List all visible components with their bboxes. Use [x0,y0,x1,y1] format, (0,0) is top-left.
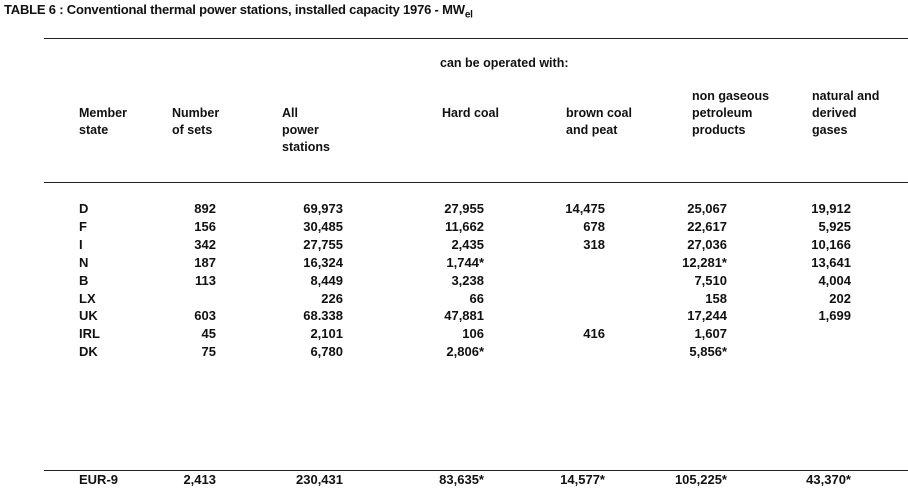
cell-all-power-stations: 8,449 [310,273,343,288]
cell-all-power-stations: 226 [321,291,343,306]
cell-brown-coal: 416 [583,326,605,341]
cell-all-power-stations: 16,324 [303,255,343,270]
header-member-state: Member state [79,106,127,137]
cell-hard-coal: 2,435 [451,237,484,252]
cell-member-state: F [79,219,87,234]
cell-petroleum: 12,281* [682,255,727,270]
cell-hard-coal: 83,635* [439,472,484,487]
cell-number-of-sets: 603 [194,308,216,323]
cell-hard-coal: 27,955 [444,201,484,216]
cell-natural-gases: 43,370* [806,472,851,487]
header-brown-coal: brown coal and peat [566,106,632,137]
cell-petroleum: 5,856* [689,344,727,359]
cell-hard-coal: 11,662 [444,219,484,234]
cell-member-state: LX [79,291,96,306]
table-title [4,2,473,21]
cell-brown-coal: 678 [583,219,605,234]
group-header: can be operated with: [440,56,569,70]
cell-natural-gases: 13,641 [811,255,851,270]
cell-petroleum: 22,617 [687,219,727,234]
cell-natural-gases: 4,004 [818,273,851,288]
cell-natural-gases: 19,912 [811,201,851,216]
cell-petroleum: 27,036 [687,237,727,252]
cell-number-of-sets: 2,413 [183,472,216,487]
cell-petroleum: 17,244 [687,308,727,323]
cell-hard-coal: 1,744* [446,255,484,270]
cell-all-power-stations: 30,485 [303,219,343,234]
cell-number-of-sets: 45 [201,326,216,341]
cell-number-of-sets: 342 [194,237,216,252]
cell-natural-gases: 10,166 [811,237,851,252]
cell-number-of-sets: 113 [195,273,216,288]
header-hard-coal: Hard coal [442,106,499,120]
header-all-power-stations: All power stations [282,106,330,154]
table-title-subscript: el [464,9,473,21]
cell-member-state: DK [79,344,98,359]
cell-brown-coal: 14,577* [560,472,605,487]
cell-member-state: I [79,237,83,252]
header-number-of-sets: Number of sets [172,106,220,137]
cell-number-of-sets: 75 [201,344,216,359]
cell-hard-coal: 47,881 [444,308,484,323]
cell-hard-coal: 3,238 [451,273,484,288]
cell-petroleum: 1,607 [694,326,727,341]
cell-member-state: D [79,201,89,216]
cell-member-state: EUR-9 [79,472,119,487]
cell-hard-coal: 66 [469,291,484,306]
cell-petroleum: 25,067 [687,201,727,216]
cell-brown-coal: 14,475 [565,201,605,216]
cell-member-state: UK [79,308,98,323]
cell-petroleum: 7,510 [694,273,727,288]
cell-member-state: B [79,273,89,288]
cell-petroleum: 158 [705,291,727,306]
cell-natural-gases: 202 [829,291,851,306]
cell-member-state: IRL [79,326,100,341]
header-natural-gases: natural and derived gases [812,89,880,137]
header-rule [44,182,908,183]
header-petroleum: non gaseous petroleum products [692,89,770,137]
cell-all-power-stations: 2,101 [310,326,343,341]
cell-number-of-sets: 892 [194,201,216,216]
cell-all-power-stations: 27,755 [303,237,343,252]
cell-number-of-sets: 187 [194,255,216,270]
table-title-text: TABLE 6 : Conventional thermal power stations, installed capacity 1976 - MW [4,2,465,17]
cell-natural-gases: 5,925 [818,219,851,234]
cell-hard-coal: 2,806* [446,344,484,359]
cell-petroleum: 105,225* [674,472,727,487]
cell-number-of-sets: 156 [194,219,216,234]
cell-brown-coal: 318 [583,237,605,252]
cell-all-power-stations: 6,780 [310,344,343,359]
cell-all-power-stations: 69,973 [303,201,343,216]
cell-member-state: N [79,255,89,270]
cell-natural-gases: 1,699 [818,308,851,323]
cell-all-power-stations: 230,431 [296,472,343,487]
cell-all-power-stations: 68.338 [303,308,343,323]
cell-hard-coal: 106 [462,326,484,341]
top-rule [44,38,908,39]
